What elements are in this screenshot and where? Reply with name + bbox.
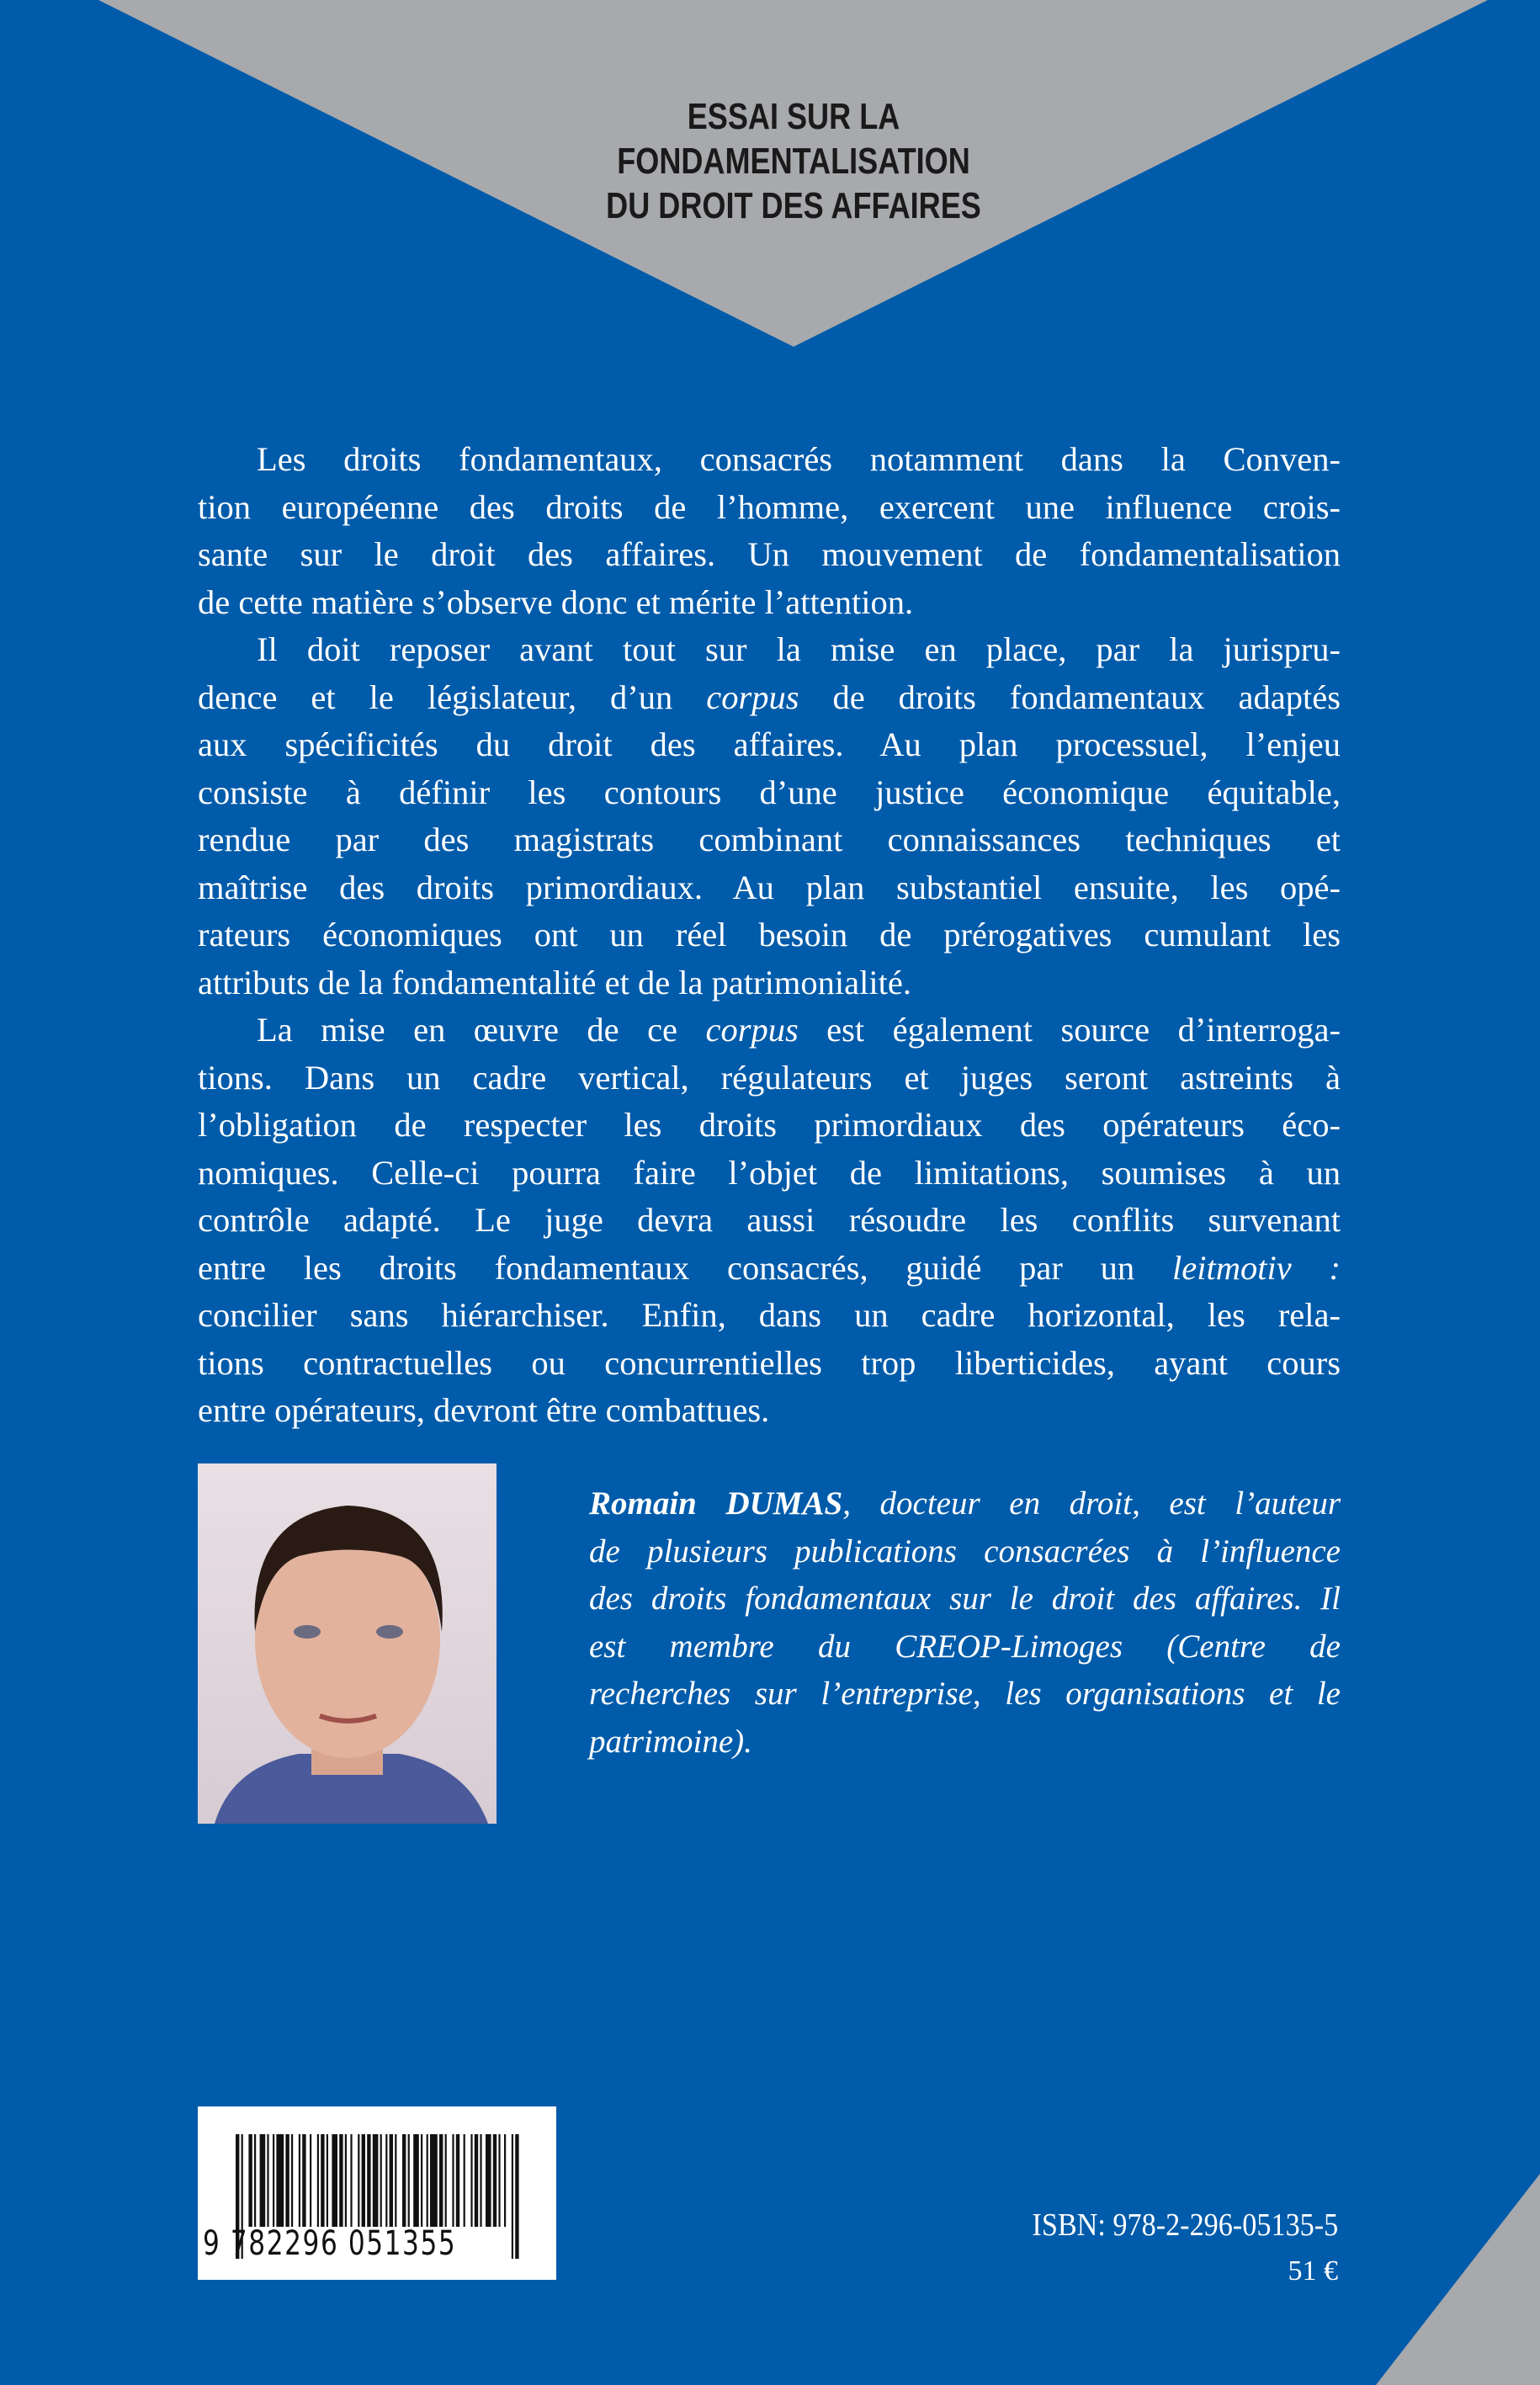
corner-gray-triangle <box>1376 2174 1540 2385</box>
barcode-bar <box>317 2134 319 2227</box>
blurb-line: dence et le législateur, d’un corpus de droits fondamentaux adaptés <box>198 677 1341 716</box>
barcode-bar <box>291 2134 293 2227</box>
barcode-bar <box>321 2134 324 2227</box>
barcode-bar <box>402 2134 406 2227</box>
blurb-line: entre les droits fondamentaux consacrés, guidé par un leitmotiv : <box>198 1248 1341 1287</box>
blurb-line: concilier sans hiérarchiser. Enfin, dans un cadre horizontal, les rela- <box>198 1296 1341 1334</box>
barcode-digits: 9 782296 051355 <box>203 2224 457 2263</box>
barcode-bar <box>345 2134 347 2227</box>
barcode-bar <box>421 2134 422 2227</box>
barcode-bar <box>254 2134 256 2227</box>
barcode-bar <box>413 2134 419 2227</box>
barcode-bar <box>373 2134 379 2227</box>
barcode-bar <box>430 2134 438 2227</box>
barcode-bar <box>464 2134 465 2227</box>
blurb-line: maîtrise des droits primordiaux. Au plan substantiel ensuite, les opé- <box>198 868 1341 906</box>
barcode-bar <box>504 2134 506 2227</box>
barcode-bar <box>390 2134 393 2227</box>
blurb-line: de cette matière s’observe donc et mérite l’attention. <box>198 582 914 621</box>
blurb-line: tions contractuelles ou concurrentielles trop liberticides, ayant cours <box>198 1343 1341 1382</box>
author-bio-line: de plusieurs publications consacrées à l’influence <box>589 1532 1341 1570</box>
blurb-line: entre opérateurs, devront être combattues. <box>198 1391 770 1429</box>
barcode-bar <box>332 2134 337 2227</box>
barcode-bar <box>362 2134 365 2227</box>
author-bio-line: recherches sur l’entreprise, les organisations et le <box>589 1676 1341 1712</box>
author-bio-line: des droits fondamentaux sur le droit des affaires. Il <box>589 1580 1341 1617</box>
blurb-line: Les droits fondamentaux, consacrés notamment dans la Conven- <box>257 440 1341 478</box>
barcode-bar <box>260 2134 266 2227</box>
barcode-bar <box>480 2134 481 2227</box>
barcode-bar <box>408 2134 410 2227</box>
blurb-line: tions. Dans un cadre vertical, régulateurs et juges seront astreints à <box>198 1058 1341 1097</box>
title-line: ESSAI SUR LA <box>687 96 900 137</box>
blurb-line: nomiques. Celle-ci pourra faire l’objet de limitations, soumises à un <box>198 1153 1341 1192</box>
barcode-bar <box>427 2134 428 2227</box>
barcode-bar <box>276 2134 284 2227</box>
blurb-line: rendue par des magistrats combinant connaissances techniques et <box>198 821 1341 858</box>
barcode-bar <box>310 2134 311 2227</box>
barcode-bar <box>512 2134 513 2259</box>
barcode-bar <box>327 2134 328 2227</box>
blurb-line: rateurs économiques ont un réel besoin de prérogatives cumulant les <box>198 916 1341 953</box>
blurb-line: l’obligation de respecter les droits primordiaux des opérateurs éco- <box>198 1106 1341 1144</box>
price: 51 € <box>1288 2255 1338 2287</box>
blurb-line: aux spécificités du droit des affaires. Au plan processuel, l’enjeu <box>198 725 1341 763</box>
blurb-line: consiste à définir les contours d’une justice économique équitable, <box>198 773 1341 811</box>
blurb-line: attributs de la fondamentalité et de la patrimonialité. <box>198 963 911 1001</box>
barcode-bar <box>486 2134 491 2227</box>
barcode-bar <box>395 2134 396 2227</box>
author-bio-line: patrimoine). <box>589 1723 752 1760</box>
book-title <box>518 94 1070 228</box>
author-bio-line: est membre du CREOP-Limoges (Centre de <box>589 1628 1341 1665</box>
blurb-line: sante sur le droit des affaires. Un mouvement de fondamentalisation <box>198 535 1341 573</box>
barcode-bar <box>299 2134 300 2227</box>
barcode-bar <box>367 2134 370 2227</box>
title-line: DU DROIT DES AFFAIRES <box>606 185 981 226</box>
barcode-bar <box>339 2134 343 2227</box>
blurb-line: La mise en œuvre de ce corpus est également source d’interroga- <box>257 1011 1341 1049</box>
barcode-bar <box>445 2134 447 2227</box>
barcode-bar <box>452 2134 454 2227</box>
blurb-line: tion européenne des droits de l’homme, exercent une influence crois- <box>198 487 1341 526</box>
barcode-bar <box>248 2134 252 2227</box>
barcode-bar <box>302 2134 305 2227</box>
barcode-bar <box>358 2134 359 2227</box>
barcode-bar <box>493 2134 497 2227</box>
author-bio-line: , docteur en droit, est l’auteur <box>842 1485 1341 1522</box>
barcode-bar <box>475 2134 478 2227</box>
author-bio <box>589 1483 1341 1768</box>
barcode-bar <box>350 2134 352 2227</box>
barcode-bar <box>273 2134 274 2227</box>
barcode-bar <box>380 2134 382 2227</box>
back-cover-blurb <box>198 436 1341 1435</box>
isbn: ISBN: 978-2-296-05135-5 <box>1032 2207 1338 2243</box>
barcode-bar <box>285 2134 289 2227</box>
barcode-bar <box>385 2134 387 2227</box>
author-name: Romain DUMAS <box>589 1485 843 1522</box>
barcode <box>198 2106 556 2280</box>
blurb-line: contrôle adapté. Le juge devra aussi résoudre les conflits survenant <box>198 1201 1341 1239</box>
barcode-bar <box>515 2134 518 2259</box>
barcode-bar <box>470 2134 472 2227</box>
barcode-bar <box>498 2134 500 2227</box>
barcode-bar <box>456 2134 459 2227</box>
barcode-bar <box>439 2134 443 2227</box>
barcode-bar <box>267 2134 268 2227</box>
author-photo <box>198 1463 497 1824</box>
blurb-line: Il doit reposer avant tout sur la mise en place, par la jurispru- <box>257 630 1341 668</box>
title-line: FONDAMENTALISATION <box>617 141 970 182</box>
